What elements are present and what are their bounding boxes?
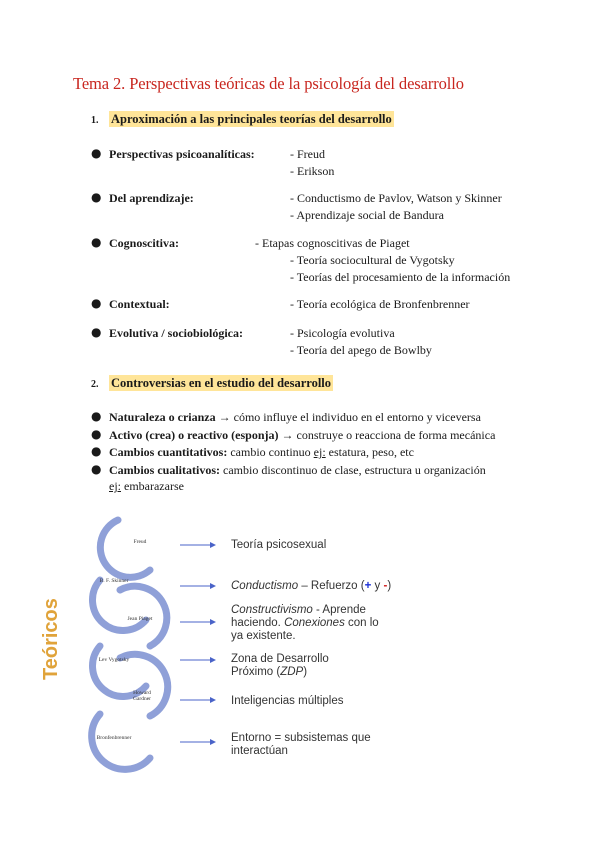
theory-desc: Constructivismo - Aprende haciendo. Conexiones con lo ya existente. [231,604,379,642]
perspective-label: Del aprendizaje: [109,191,194,205]
perspective-value: - Teoría del apego de Bowlby [290,343,432,357]
controversy-desc: → construye o reacciona de forma mecánica [278,428,496,442]
page-title: Tema 2. Perspectivas teóricas de la psicología del desarrollo [73,74,464,93]
perspective-value: - Psicología evolutiva [290,326,395,340]
cycle-arc [100,520,150,577]
theory-desc: Teoría psicosexual [231,539,327,551]
bullet: ● [91,462,102,476]
perspective-label: Perspectivas psicoanalíticas: [109,147,255,161]
example-marker: ej: [313,445,326,459]
bullet: ● [91,427,102,441]
theorist-node: Freud [133,539,147,545]
theorist-node: Howard Gardner [132,690,152,702]
theory-desc: Zona de Desarrollo Próximo (ZDP) [231,653,329,678]
controversy-desc: cambio continuo [227,445,314,459]
perspective-value: - Freud [290,147,325,161]
perspective-label: Contextual: [109,297,170,311]
perspective-value: - Erikson [290,164,335,178]
cycle-arc [92,714,150,769]
section-2-number: 2. [91,379,99,390]
controversy-example: embarazarse [121,479,184,493]
section-2-title: Controversias en el estudio del desarrollo [111,376,332,390]
bullet: ● [91,444,102,458]
perspective-value: - Aprendizaje social de Bandura [290,208,444,222]
theorist-node: B. F. Skinner [99,578,129,584]
bullet: ● [91,296,102,310]
bullet: ● [91,190,102,204]
perspective-value: - Teorías del procesamiento de la información [290,270,511,284]
perspective-label: Evolutiva / sociobiológica: [109,326,244,340]
controversy-desc: cambio discontinuo de clase, estructura u organización [220,463,486,477]
theory-desc: Inteligencias múltiples [231,695,344,707]
theorist-node: Jean Piaget [127,616,153,622]
controversy-term: Naturaleza o crianza [109,410,216,424]
perspective-value: - Teoría sociocultural de Vygotsky [290,253,455,267]
bullet: ● [91,325,102,339]
bullet: ● [91,146,102,160]
controversy-example: estatura, peso, etc [325,445,414,459]
theorists-side-label: Teóricos [40,598,62,680]
controversy-term: Activo (crea) o reactivo (esponja) [109,428,279,442]
section-1-number: 1. [91,115,99,126]
perspective-value: - Teoría ecológica de Bronfenbrenner [290,297,470,311]
perspective-label: Cognoscitiva: [109,236,179,250]
theorist-node: Bronfenbrenner [96,735,132,741]
example-marker: ej: [109,479,121,493]
perspective-value: - Conductismo de Pavlov, Watson y Skinner [290,191,502,205]
theorist-node: Lev Vygotsky [98,657,130,663]
section-1-title: Aproximación a las principales teorías del desarrollo [111,112,392,126]
controversy-term: Cambios cualitativos: [109,463,220,477]
theory-desc: Conductismo – Refuerzo (+ y -) [231,580,392,592]
perspective-value: - Etapas cognoscitivas de Piaget [255,236,410,250]
bullet: ● [91,235,102,249]
bullet: ● [91,409,102,423]
controversy-desc: → cómo influye el individuo en el entorno y viceversa [215,410,481,424]
theory-desc: Entorno = subsistemas que interactúan [231,732,371,757]
controversy-term: Cambios cuantitativos: [109,445,228,459]
